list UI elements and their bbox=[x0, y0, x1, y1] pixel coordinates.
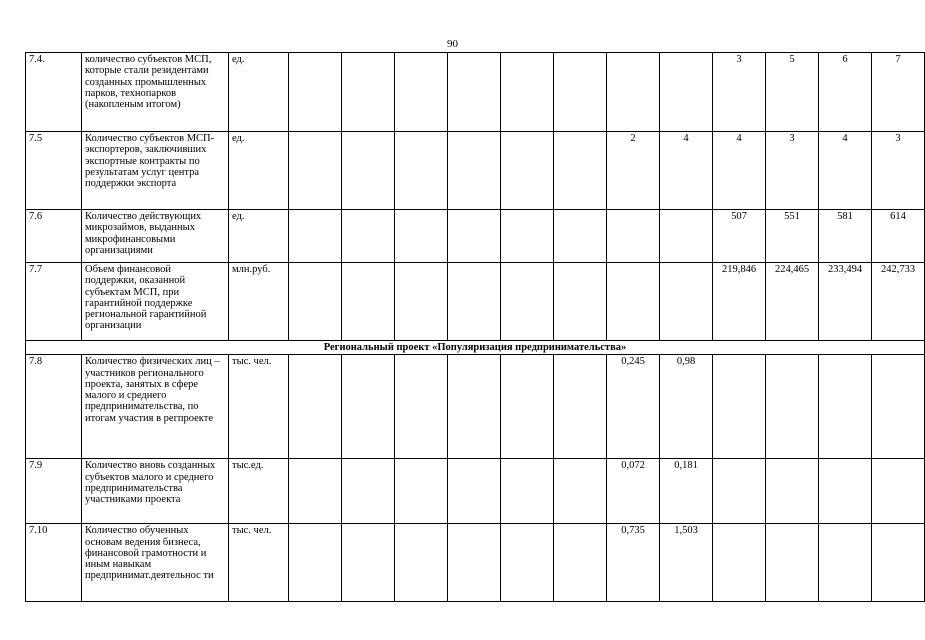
value-cell bbox=[554, 53, 607, 132]
value-cell bbox=[448, 53, 501, 132]
indicator-name: Количество вновь созданных субъектов малого и среднего предпринимательства участниками проекта bbox=[82, 459, 229, 524]
value-cell: 242,733 bbox=[872, 263, 925, 341]
value-cell bbox=[448, 459, 501, 524]
unit-cell: тыс. чел. bbox=[229, 355, 289, 459]
indicator-name: Количество обученных основам ведения бизнеса, финансовой грамотности и иным навыкам предпринимат.деятельнос ти bbox=[82, 524, 229, 602]
value-cell bbox=[660, 210, 713, 263]
table-row bbox=[26, 459, 925, 524]
value-cell bbox=[713, 459, 766, 524]
value-cell bbox=[289, 210, 342, 263]
value-cell bbox=[448, 355, 501, 459]
value-cell: 2 bbox=[607, 132, 660, 210]
value-cell bbox=[501, 132, 554, 210]
value-cell bbox=[395, 53, 448, 132]
value-cell: 3 bbox=[872, 132, 925, 210]
value-cell bbox=[289, 263, 342, 341]
value-cell bbox=[289, 355, 342, 459]
value-cell bbox=[554, 132, 607, 210]
unit-cell: тыс. чел. bbox=[229, 524, 289, 602]
value-cell: 4 bbox=[660, 132, 713, 210]
value-cell bbox=[395, 355, 448, 459]
value-cell bbox=[501, 210, 554, 263]
value-cell bbox=[395, 210, 448, 263]
value-cell bbox=[342, 210, 395, 263]
row-code: 7.6 bbox=[26, 210, 82, 263]
table-row bbox=[26, 524, 925, 602]
value-cell: 6 bbox=[819, 53, 872, 132]
value-cell bbox=[607, 263, 660, 341]
value-cell bbox=[342, 263, 395, 341]
value-cell: 551 bbox=[766, 210, 819, 263]
row-code: 7.8 bbox=[26, 355, 82, 459]
value-cell bbox=[448, 132, 501, 210]
value-cell bbox=[289, 53, 342, 132]
value-cell: 219,846 bbox=[713, 263, 766, 341]
value-cell bbox=[766, 524, 819, 602]
unit-cell: ед. bbox=[229, 132, 289, 210]
value-cell: 3 bbox=[713, 53, 766, 132]
value-cell bbox=[660, 263, 713, 341]
value-cell: 5 bbox=[766, 53, 819, 132]
value-cell bbox=[501, 53, 554, 132]
value-cell bbox=[607, 210, 660, 263]
value-cell bbox=[872, 459, 925, 524]
value-cell bbox=[342, 355, 395, 459]
value-cell bbox=[289, 132, 342, 210]
value-cell: 0,735 bbox=[607, 524, 660, 602]
value-cell: 4 bbox=[713, 132, 766, 210]
value-cell bbox=[501, 459, 554, 524]
value-cell: 7 bbox=[872, 53, 925, 132]
indicator-name: количество субъектов МСП, которые стали резидентами созданных промышленных парков, технопарков (накопленым итогом) bbox=[82, 53, 229, 132]
value-cell: 581 bbox=[819, 210, 872, 263]
value-cell bbox=[872, 524, 925, 602]
value-cell bbox=[660, 53, 713, 132]
value-cell bbox=[448, 210, 501, 263]
value-cell bbox=[448, 263, 501, 341]
value-cell bbox=[554, 459, 607, 524]
value-cell bbox=[819, 459, 872, 524]
value-cell: 4 bbox=[819, 132, 872, 210]
value-cell: 233,494 bbox=[819, 263, 872, 341]
unit-cell: млн.руб. bbox=[229, 263, 289, 341]
value-cell bbox=[872, 355, 925, 459]
value-cell bbox=[554, 210, 607, 263]
value-cell bbox=[607, 53, 660, 132]
value-cell bbox=[342, 53, 395, 132]
value-cell: 0,98 bbox=[660, 355, 713, 459]
value-cell bbox=[819, 355, 872, 459]
value-cell: 0,245 bbox=[607, 355, 660, 459]
value-cell: 3 bbox=[766, 132, 819, 210]
indicator-name: Количество физических лиц – участников регионального проекта, занятых в сфере малого и среднего предпринимательства, по итогам участия в регпроекте bbox=[82, 355, 229, 459]
value-cell bbox=[554, 355, 607, 459]
row-code: 7.9 bbox=[26, 459, 82, 524]
value-cell bbox=[289, 524, 342, 602]
value-cell bbox=[501, 355, 554, 459]
value-cell bbox=[342, 132, 395, 210]
table-row bbox=[26, 53, 925, 132]
indicators-table bbox=[25, 52, 925, 602]
value-cell bbox=[554, 263, 607, 341]
value-cell bbox=[713, 355, 766, 459]
value-cell bbox=[713, 524, 766, 602]
value-cell: 0,072 bbox=[607, 459, 660, 524]
value-cell bbox=[395, 524, 448, 602]
row-code: 7.4. bbox=[26, 53, 82, 132]
unit-cell: ед. bbox=[229, 210, 289, 263]
value-cell: 507 bbox=[713, 210, 766, 263]
table-row bbox=[26, 210, 925, 263]
value-cell bbox=[501, 524, 554, 602]
value-cell: 1,503 bbox=[660, 524, 713, 602]
value-cell bbox=[289, 459, 342, 524]
value-cell bbox=[342, 459, 395, 524]
table-row bbox=[26, 355, 925, 459]
value-cell: 614 bbox=[872, 210, 925, 263]
row-code: 7.10 bbox=[26, 524, 82, 602]
section-row bbox=[26, 341, 925, 355]
row-code: 7.5 bbox=[26, 132, 82, 210]
value-cell bbox=[395, 132, 448, 210]
value-cell bbox=[448, 524, 501, 602]
unit-cell: тыс.ед. bbox=[229, 459, 289, 524]
value-cell bbox=[554, 524, 607, 602]
value-cell bbox=[342, 524, 395, 602]
value-cell bbox=[395, 263, 448, 341]
value-cell bbox=[766, 459, 819, 524]
row-code: 7.7 bbox=[26, 263, 82, 341]
indicator-name: Количество субъектов МСП-экспортеров, заключивших экспортные контракты по результатам услуг центра поддержки экспорта bbox=[82, 132, 229, 210]
indicator-name: Количество действующих микрозаймов, выданных микрофинансовыми организациями bbox=[82, 210, 229, 263]
value-cell: 0,181 bbox=[660, 459, 713, 524]
value-cell bbox=[766, 355, 819, 459]
page-number: 90 bbox=[447, 38, 458, 50]
value-cell bbox=[819, 524, 872, 602]
section-title: Региональный проект «Популяризация предпринимательства» bbox=[26, 341, 925, 355]
value-cell bbox=[501, 263, 554, 341]
unit-cell: ед. bbox=[229, 53, 289, 132]
value-cell bbox=[395, 459, 448, 524]
indicator-name: Объем финансовой поддержки, оказанной субъектам МСП, при гарантийной поддержке региональной гарантийной организации bbox=[82, 263, 229, 341]
table-row bbox=[26, 263, 925, 341]
value-cell: 224,465 bbox=[766, 263, 819, 341]
table-row bbox=[26, 132, 925, 210]
